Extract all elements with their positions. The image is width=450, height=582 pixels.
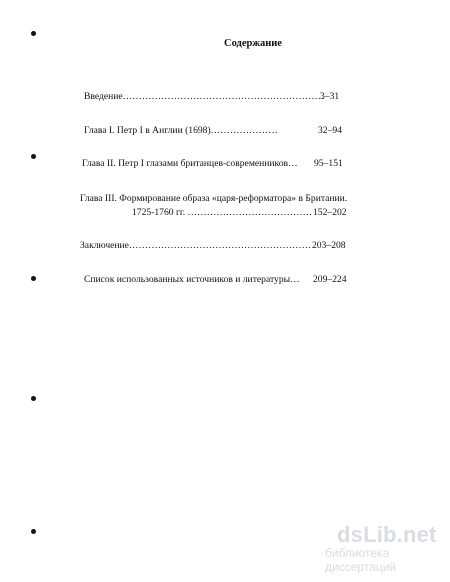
watermark-subtitle: библиотека диссертаций: [325, 546, 397, 574]
binder-hole-mark: [31, 31, 36, 36]
binder-hole-mark: [31, 529, 36, 534]
toc-entry-chapter-1: Глава I. Петр I в Англии (1698)…………………: [84, 125, 278, 136]
binder-hole-mark: [31, 276, 36, 281]
toc-pages-chapter-3: 152–202: [313, 207, 347, 218]
toc-pages-chapter-1: 32–94: [318, 125, 342, 136]
toc-pages-conclusion: 203–208: [312, 240, 346, 251]
watermark-logo: dsLib.net: [337, 522, 437, 547]
toc-entry-chapter-2: Глава II. Петр I глазами британцев-современников…: [82, 158, 298, 169]
toc-pages-chapter-2: 95–151: [314, 158, 343, 169]
binder-hole-mark: [31, 154, 36, 159]
toc-entry-conclusion: Заключение…………………………………………………: [80, 240, 312, 251]
site-watermark: [325, 524, 440, 574]
toc-entry-intro: Введение………………………………………………………: [84, 91, 325, 102]
toc-pages-intro: 3–31: [320, 91, 340, 102]
binder-hole-mark: [31, 396, 36, 401]
page-title: Содержание: [224, 38, 282, 49]
toc-pages-sources: 209–224: [313, 274, 347, 285]
toc-entry-chapter-3: Глава III. Формирование образа «царя-реформатора» в Британии.: [80, 193, 348, 204]
toc-entry-sources: Список использованных источников и литературы…: [84, 274, 300, 285]
toc-entry-chapter-3-years: 1725-1760 гг. …………………………………: [132, 207, 313, 218]
